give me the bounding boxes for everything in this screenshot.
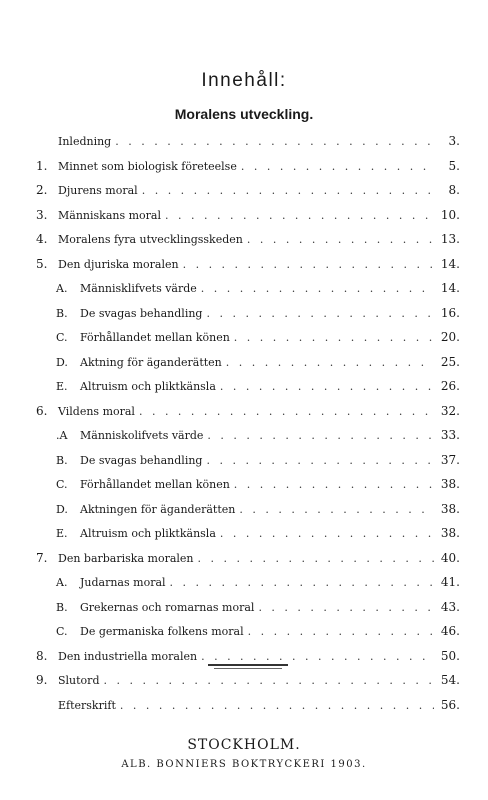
toc-entry [36, 134, 460, 159]
toc-entry [36, 649, 460, 674]
toc-entry [36, 330, 460, 355]
toc-entry-letter: E. [56, 527, 68, 540]
toc-entry-page: 14. [440, 281, 460, 295]
toc-entry-letter: B. [56, 600, 68, 614]
toc-entry-page: 20. [440, 330, 460, 344]
toc-entry [36, 551, 460, 576]
toc-entry [36, 281, 460, 306]
toc-entry-page: 8. [448, 183, 460, 197]
dot-leader [201, 282, 434, 295]
toc-entry-number: 7. [36, 550, 48, 565]
toc-entry [36, 404, 460, 429]
toc-entry-page: 43. [440, 599, 460, 614]
toc-entry [36, 673, 460, 698]
toc-entry-letter: B. [56, 453, 68, 467]
page-title: Innehåll: [201, 70, 287, 91]
toc-entry-letter: D. [56, 502, 68, 516]
toc-entry [36, 232, 460, 257]
toc-entry-page: 54. [440, 673, 460, 687]
toc-entry-page: 26. [440, 379, 460, 393]
toc-entry-title: Människolifvets värde [80, 429, 204, 442]
toc-entry-page: 33. [440, 428, 460, 442]
toc-entry-title: Altruism och pliktkänsla [80, 380, 216, 393]
toc-entry-title: Judarnas moral [80, 576, 166, 589]
dot-leader [220, 380, 434, 393]
dot-leader [248, 625, 434, 638]
toc-entry-number: 8. [36, 648, 48, 663]
toc-entry [36, 306, 460, 331]
toc-entry-letter: E. [56, 380, 68, 393]
toc-entry [36, 600, 460, 625]
toc-entry-page: 38. [440, 477, 460, 491]
toc-entry-letter: C. [56, 331, 68, 344]
imprint-printer: ALB. BONNIERS BOKTRYCKERI 1903. [121, 759, 367, 770]
toc-entry-title: Altruism och pliktkänsla [80, 527, 216, 540]
toc-entry [36, 698, 460, 723]
toc-entry-page: 37. [440, 452, 460, 467]
imprint-city: STOCKHOLM. [187, 737, 301, 753]
dot-leader [206, 454, 434, 467]
dot-leader [120, 699, 434, 712]
toc-entry-page: 3. [448, 134, 460, 148]
dot-leader [220, 527, 434, 540]
toc-entry [36, 453, 460, 478]
toc-entry-title: Förhållandet mellan könen [80, 478, 230, 491]
dot-leader [206, 307, 434, 320]
toc-entry-title: Minnet som biologisk företeelse [58, 159, 237, 173]
dot-leader [207, 429, 434, 442]
toc-entry-letter: A. [56, 282, 68, 295]
toc-entry-title: Den djuriska moralen [58, 257, 179, 271]
book-title: Moralens utveckling. [174, 106, 314, 122]
toc-entry-page: 13. [440, 232, 460, 246]
toc-entry [36, 355, 460, 380]
toc-entry [36, 183, 460, 208]
toc-entry-number: 9. [36, 673, 48, 687]
dot-leader [170, 576, 434, 589]
toc-entry-page: 38. [440, 501, 460, 516]
toc-entry-page: 46. [440, 624, 460, 638]
dot-leader [247, 233, 434, 246]
toc-entry-page: 40. [440, 550, 460, 565]
toc-entry-title: Den barbariska moralen [58, 551, 194, 565]
toc-entry-page: 14. [440, 256, 460, 271]
dot-leader [234, 331, 434, 344]
toc-entry-title: Den industriella moralen [58, 649, 198, 663]
toc-entry-title: Efterskrift [58, 698, 116, 712]
dot-leader [201, 650, 434, 663]
dot-leader [183, 258, 434, 271]
toc-entry [36, 428, 460, 453]
dot-leader [239, 503, 434, 516]
dot-leader [234, 478, 434, 491]
toc-entry-title: Djurens moral [58, 184, 138, 197]
dot-leader [165, 209, 434, 222]
toc-entry-number: 1. [36, 158, 48, 173]
dot-leader [198, 552, 435, 565]
dot-leader [103, 674, 434, 687]
dot-leader [226, 356, 434, 369]
toc-entry-number: 2. [36, 183, 48, 197]
toc-entry [36, 575, 460, 600]
toc-entry-letter: A. [56, 576, 68, 589]
toc-entry-title: Aktning för äganderätten [80, 355, 222, 369]
toc-entry-title: Vildens moral [58, 404, 135, 418]
toc-entry-title: Inledning [58, 135, 112, 148]
toc-entry [36, 208, 460, 233]
toc-entry-title: Aktningen för äganderätten [80, 502, 236, 516]
toc-entry-title: Grekernas och romarnas moral [80, 600, 255, 614]
toc-entry-page: 50. [440, 648, 460, 663]
table-of-contents [36, 134, 460, 722]
toc-entry-page: 56. [440, 697, 460, 712]
dot-leader [258, 601, 434, 614]
toc-entry-title: Människlifvets värde [80, 282, 197, 295]
dot-leader [142, 184, 434, 197]
toc-entry-title: De svagas behandling [80, 306, 203, 320]
toc-entry-page: 32. [440, 403, 460, 418]
divider-rule-thin [214, 668, 282, 669]
dot-leader [115, 135, 434, 148]
toc-entry-letter: C. [56, 478, 68, 491]
toc-entry-page: 5. [448, 158, 460, 173]
toc-entry [36, 624, 460, 649]
toc-entry-title: Förhållandet mellan könen [80, 331, 230, 344]
toc-entry [36, 379, 460, 404]
toc-entry-page: 16. [440, 305, 460, 320]
toc-entry [36, 477, 460, 502]
dot-leader [139, 405, 434, 418]
toc-entry-number: 6. [36, 403, 48, 418]
toc-entry-page: 38. [440, 526, 460, 540]
toc-entry-page: 25. [440, 354, 460, 369]
toc-entry-number: 3. [36, 207, 48, 222]
toc-entry-letter: D. [56, 355, 68, 369]
toc-entry-title: De germaniska folkens moral [80, 625, 244, 638]
toc-entry-letter: B. [56, 306, 68, 320]
toc-entry [36, 526, 460, 551]
toc-entry [36, 502, 460, 527]
divider-rule [208, 664, 288, 666]
dot-leader [241, 160, 434, 173]
toc-entry-number: 4. [36, 232, 48, 246]
toc-entry [36, 159, 460, 184]
toc-entry-title: Slutord [58, 674, 100, 687]
toc-entry-letter: C. [56, 625, 68, 638]
toc-entry-title: Moralens fyra utvecklingsskeden [58, 233, 243, 246]
toc-entry-page: 41. [440, 575, 460, 589]
toc-entry-letter: .A [56, 429, 68, 442]
toc-entry-title: De svagas behandling [80, 453, 203, 467]
toc-entry [36, 257, 460, 282]
toc-entry-page: 10. [440, 207, 460, 222]
toc-entry-title: Människans moral [58, 208, 161, 222]
toc-entry-number: 5. [36, 256, 48, 271]
